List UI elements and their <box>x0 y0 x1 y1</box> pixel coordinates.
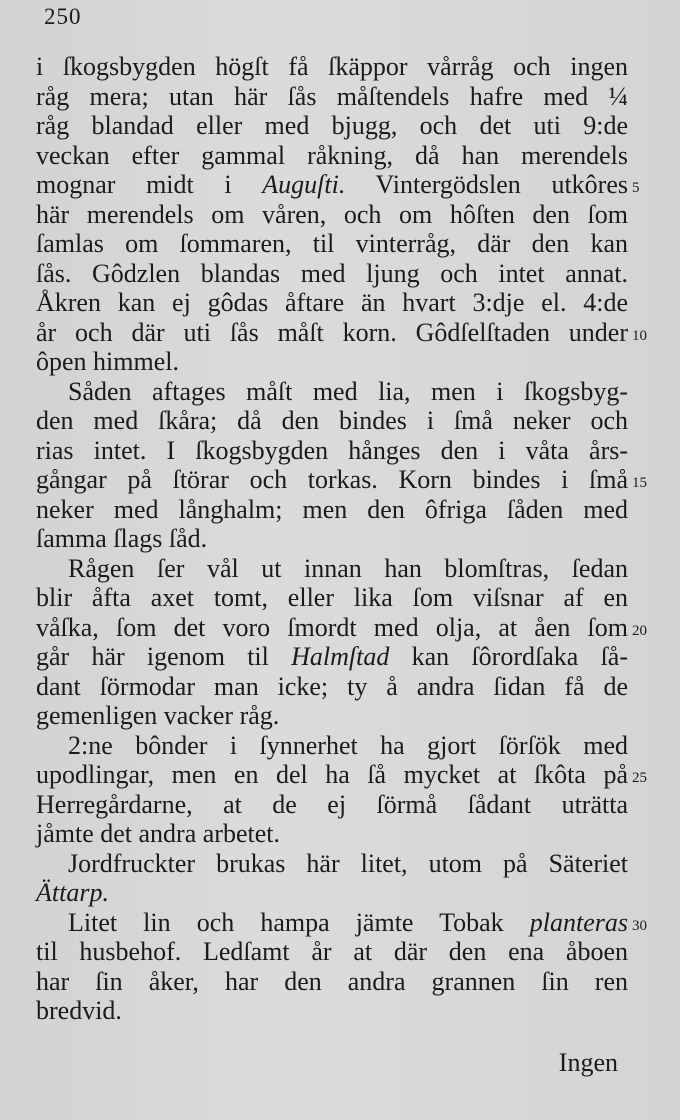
text-run: här merendels om våren, och om hôſten den ſom <box>36 199 628 229</box>
text-line <box>68 849 628 879</box>
text-line <box>36 229 628 259</box>
text-run: mognar midt i <box>36 170 263 199</box>
text-run: upodlingar, men en del ha ſå mycket at ſkôta på <box>36 760 628 789</box>
italic-text: Auguſti. <box>262 170 346 199</box>
text-run: dant ſörmodar man icke; ty å andra ſidan få de <box>36 671 628 701</box>
text-line <box>36 111 628 141</box>
text-line <box>36 760 628 790</box>
text-line <box>36 996 628 1026</box>
line-number: 25 <box>632 770 647 786</box>
text-line <box>36 318 628 348</box>
text-line <box>36 465 628 495</box>
text-run: 2:ne bônder i ſynnerhet ha gjort ſörſök med <box>68 730 628 760</box>
text-line <box>36 790 628 820</box>
text-line <box>36 200 628 230</box>
text-line <box>36 701 628 731</box>
text-run: Litet lin och hampa jämte Tobak <box>68 907 530 937</box>
text-run: Herregårdarne, at de ej ſörmå ſådant uträtta <box>36 789 628 819</box>
text-run: jåmte det andra arbetet. <box>36 819 280 848</box>
text-line <box>36 347 628 377</box>
text-line <box>36 406 628 436</box>
italic-text: Halmſtad <box>291 642 390 671</box>
text-run: kan ſôrordſaka ſå- <box>389 642 628 671</box>
text-line <box>68 554 628 584</box>
text-run: ſamlas om ſommaren, til vinterråg, där den kan <box>36 229 628 258</box>
text-run: veckan efter gammal råkning, då han merendels <box>36 140 628 170</box>
text-run: har ſin åker, har den andra grannen ſin ren <box>36 966 628 996</box>
text-run: Vintergödslen utkôres <box>345 170 628 199</box>
text-line <box>36 259 628 289</box>
line-number: 15 <box>632 475 647 491</box>
text-line <box>68 377 628 407</box>
text-run: Åkren kan ej gôdas åftare än hvart 3:dje el. 4:de <box>36 288 628 317</box>
text-line <box>36 672 628 702</box>
text-run: råg mera; utan här ſås måſtendels hafre med ¼ <box>36 81 628 111</box>
line-number: 5 <box>632 180 640 196</box>
text-run: neker med långhalm; men den ôfriga ſåden med <box>36 494 628 524</box>
text-line <box>36 583 628 613</box>
text-line <box>36 141 628 171</box>
text-line <box>36 967 628 997</box>
text-run: råg blandad eller med bjugg, och det uti 9:de <box>36 111 628 140</box>
text-run: i ſkogsbygden högſt få ſkäppor vårråg och ingen <box>36 52 628 81</box>
text-run: den med ſkåra; då den bindes i ſmå neker och <box>36 406 628 435</box>
italic-text: Ättarp. <box>36 878 109 907</box>
text-line <box>36 495 628 525</box>
page-number: 250 <box>44 4 82 29</box>
text-line <box>36 82 628 112</box>
text-run: ſås. Gôdzlen blandas med ljung och intet annat. <box>36 258 628 288</box>
text-line <box>36 170 628 200</box>
text-line <box>36 524 628 554</box>
text-line <box>68 908 628 938</box>
text-run: våſka, ſom det voro ſmordt med olja, at åen ſom <box>36 612 628 642</box>
text-run: rias intet. I ſkogsbygden hånges den i våta års- <box>36 435 628 465</box>
text-line <box>36 878 628 908</box>
text-line <box>36 613 628 643</box>
line-number: 30 <box>632 917 647 934</box>
text-run: gemenligen vacker råg. <box>36 701 280 730</box>
text-run: bredvid. <box>36 996 122 1025</box>
text-line <box>36 288 628 318</box>
text-run: Rågen ſer vål ut innan han blomſtras, ſedan <box>68 553 628 583</box>
line-number: 20 <box>632 622 647 639</box>
text-line <box>36 937 628 967</box>
text-run: Såden aftages måſt med lia, men i ſkogsbyg- <box>68 376 628 406</box>
italic-text: planteras <box>529 907 628 937</box>
text-run: gångar på ſtörar och torkas. Korn bindes i ſmå <box>36 465 628 494</box>
text-line <box>36 436 628 466</box>
text-run: til husbehof. Ledſamt år at där den ena åboen <box>36 937 628 966</box>
text-line <box>36 642 628 672</box>
catchword: Ingen <box>558 1048 618 1077</box>
text-run: år och där uti ſås måſt korn. Gôdſelſtaden under <box>36 317 628 347</box>
text-line <box>68 731 628 761</box>
text-line <box>36 52 628 82</box>
text-run: blir åfta axet tomt, eller lika ſom viſsnar af en <box>36 583 628 612</box>
text-run: ſamma ſlags ſåd. <box>36 524 208 553</box>
text-run: går här igenom til <box>36 642 292 671</box>
text-line <box>36 819 628 849</box>
text-run: Jordfruckter brukas här litet, utom på Säteriet <box>68 848 628 878</box>
text-run: ôpen himmel. <box>36 347 179 376</box>
line-number: 10 <box>632 327 647 344</box>
